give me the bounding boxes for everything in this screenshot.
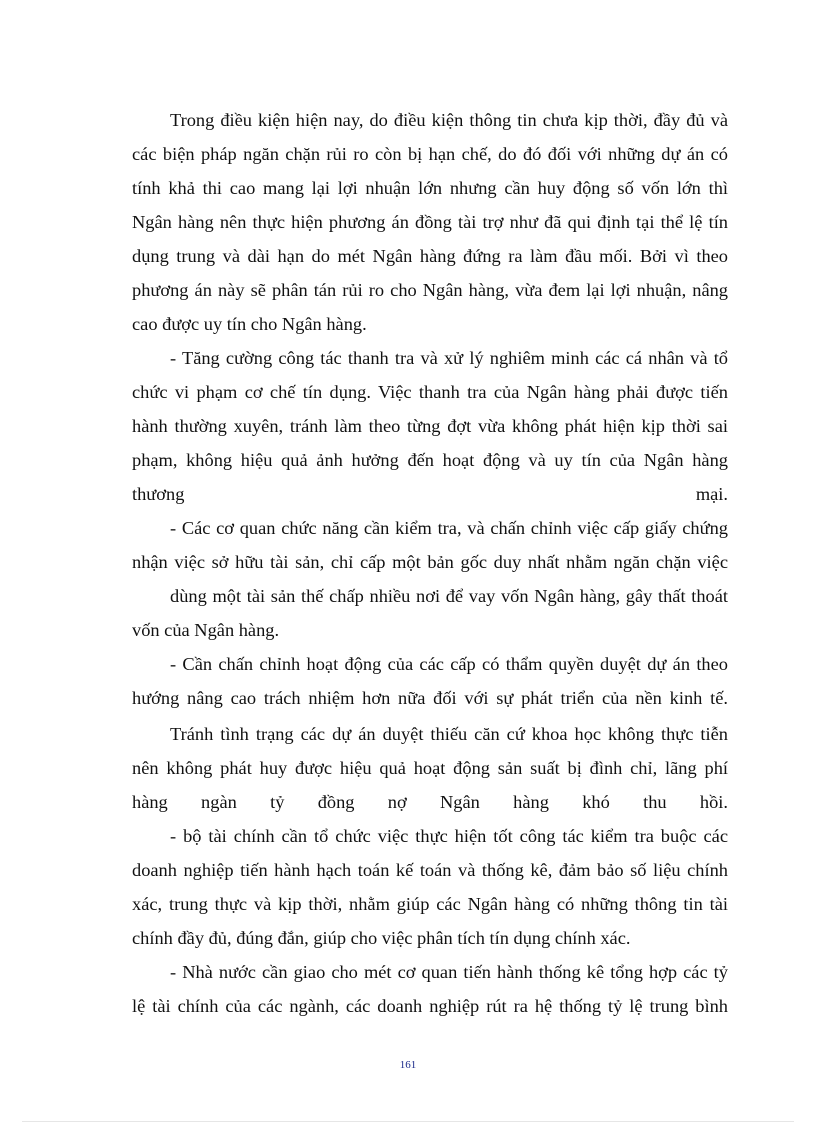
text-line: - Các cơ quan chức năng cần kiểm tra, và chấn chỉnh việc cấp giấy chứng <box>170 518 728 538</box>
text-line: doanh nghiệp tiến hành hạch toán kế toán và thống kê, đảm bảo số liệu chính <box>132 860 728 880</box>
text-line: - Cần chấn chỉnh hoạt động của các cấp có thẩm quyền duyệt dự án theo <box>170 654 728 674</box>
text-line: dụng trung và dài hạn do mét Ngân hàng đứng ra làm đầu mối. Bởi vì theo <box>132 246 728 266</box>
page-number: 161 <box>399 1059 417 1071</box>
text-line: - Nhà nước cần giao cho mét cơ quan tiến hành thống kê tổng hợp các tỷ <box>170 962 728 982</box>
text-line: hướng nâng cao trách nhiệm hơn nữa đối với sự phát triển của nền kinh tế. <box>132 688 728 708</box>
page-bottom-rule <box>22 1121 794 1122</box>
text-line: hàng ngàn tỷ đồng nợ Ngân hàng khó thu hồi. <box>132 792 728 812</box>
text-line: chức vi phạm cơ chế tín dụng. Việc thanh tra của Ngân hàng phải được tiến <box>132 382 728 402</box>
text-line: xác, trung thực và kịp thời, nhằm giúp các Ngân hàng có những thông tin tài <box>132 894 728 914</box>
text-line: - bộ tài chính cần tổ chức việc thực hiện tốt công tác kiểm tra buộc các <box>170 826 728 846</box>
text-line: chính đầy đủ, đúng đắn, giúp cho việc phân tích tín dụng chính xác. <box>132 928 631 948</box>
text-line: cao được uy tín cho Ngân hàng. <box>132 314 367 334</box>
text-line: nhận việc sở hữu tài sản, chỉ cấp một bản gốc duy nhất nhằm ngăn chặn việc <box>132 552 728 572</box>
text-line: Tránh tình trạng các dự án duyệt thiếu căn cứ khoa học không thực tiễn <box>170 724 728 744</box>
text-line: hành thường xuyên, tránh làm theo từng đợt vừa không phát hiện kịp thời sai <box>132 416 728 436</box>
text-line: lệ tài chính của các ngành, các doanh nghiệp rút ra hệ thống tỷ lệ trung bình <box>132 996 728 1016</box>
text-line: Ngân hàng nên thực hiện phương án đồng tài trợ như đã qui định tại thể lệ tín <box>132 212 728 232</box>
text-line: tính khả thi cao mang lại lợi nhuận lớn nhưng cần huy động số vốn lớn thì <box>132 178 728 198</box>
text-line: các biện pháp ngăn chặn rủi ro còn bị hạn chế, do đó đối với những dự án có <box>132 144 728 164</box>
text-line: - Tăng cường công tác thanh tra và xử lý nghiêm minh các cá nhân và tổ <box>170 348 728 368</box>
text-line: phạm, không hiệu quả ảnh hưởng đến hoạt động và uy tín của Ngân hàng <box>132 450 728 470</box>
text-line: dùng một tài sản thế chấp nhiều nơi để vay vốn Ngân hàng, gây thất thoát <box>170 586 728 606</box>
text-line: vốn của Ngân hàng. <box>132 620 280 640</box>
text-line: thương mại. <box>132 484 728 504</box>
text-line: Trong điều kiện hiện nay, do điều kiện thông tin chưa kịp thời, đầy đủ và <box>170 110 728 130</box>
text-line: nên không phát huy được hiệu quả hoạt động sản suất bị đình chỉ, lãng phí <box>132 758 728 778</box>
text-line: phương án này sẽ phân tán rủi ro cho Ngân hàng, vừa đem lại lợi nhuận, nâng <box>132 280 728 300</box>
